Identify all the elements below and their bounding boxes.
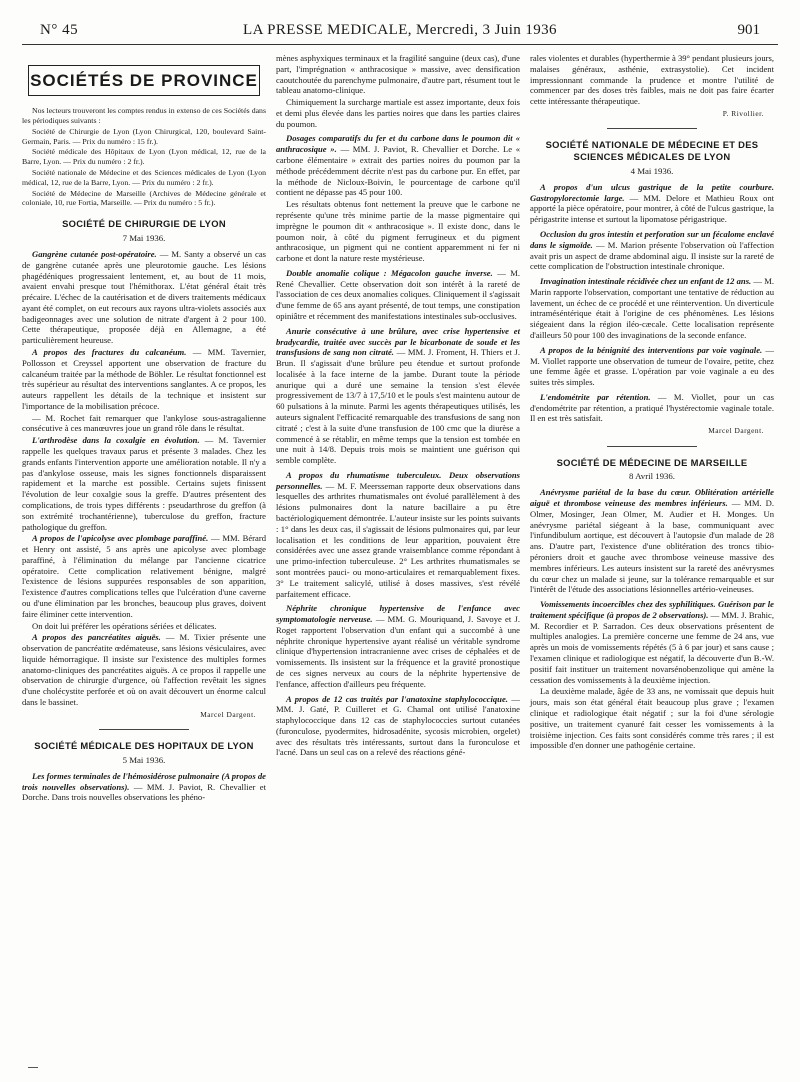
page-number: 901 [737,22,760,38]
intro-paragraph: Nos lecteurs trouveront les comptes rendus in extenso de ces Sociétés dans les périodiques suivants : [22,106,266,126]
article-text: — MM. J. Brahic, M. Recordier et P. Sarradon. Ces deux observations présentent de multiples analogies. La première concerne une femme de 24 ans, vue après un mois de vomissements répétés (5 à 6 par jour) et sans cause ; l'examen clinique et radiologique est négatif, la découverte d'un B.-W. positif fait instituer un traitement novarsénobenzolique qui amène la cessation des vomissements à la deuxième injection. [530,609,774,685]
divider [607,446,697,447]
article-title: A propos de la bénignité des interventions par voie vaginale. [540,344,763,355]
intro-paragraph: Société de Médecine de Marseille (Archives de Médecine générale et coloniale, 10, rue Fortia, Marseille. — Prix du numéro : 5 fr.). [22,188,266,208]
article-text: On doit lui préférer les opérations sériées et délicates. [32,620,217,631]
article-text: — MM. Tavernier, Pollosson et Creyssel apportent une observation de fracture du calcanéum traitée par la méthode de Böhler. Le résultat fonctionnel est très supérieur au résultat des interventions sanglantes. A ce propos, les auteurs rappellent les détails de la technique et insistent sur l'importance de la mobilisation précoce. [22,347,266,411]
article-title: A propos des pancréatites aiguës. [32,632,161,643]
article [530,345,774,388]
article-title: Gangrène cutanée post-opératoire. [32,248,157,259]
article [530,487,774,595]
article-title: A propos de l'apicolyse avec plombage paraffiné. [32,533,209,544]
article [276,470,520,599]
article-text: — M. René Chevallier. Cette observation doit son intérêt à la rareté de l'association de ces deux anomalies coliques. Cliniquement il s'agissait d'une femme de 65 ans ayant présenté, de tout temps, une constipation opiniâtre et récemment des manifestations intestinales sub-occlusives. [276,267,520,321]
author-signature: Marcel Dargent. [708,426,764,436]
article-text: — M. F. Meersseman rapporte deux observations dans lesquelles des arthrites rhumatismales ont évolué parallèlement à des lésions pulmonaires dont la nature bacillaire a pu être bactériologiquement démontrée. L'auteur insiste sur les points suivants : 1° dans les deux cas, il s'agissait de lésions pulmonaires qui, par leur localisation et les conditions de leur apparition, pouvaient être considérées avec une assez grande vraisemblance comme répondant à une primo-infection tuberculeuse. 2° Les arthrites rhumatismales se sont montrées pauci- ou mono-articulaires et remarquablement fixes. 3° Le traitement salicylé, utilisé à doses massives, s'est révélé parfaitement efficace. [276,480,520,599]
article-text: Chimiquement la surcharge martiale est assez importante, deux fois et demi plus élevée dans les parties noires que dans les parties claires du poumon. [276,97,520,129]
article-title: A propos des fractures du calcanéum. [32,347,187,357]
section-banner: SOCIÉTÉS DE PROVINCE [28,65,260,96]
page-header [22,22,778,45]
article-text: — MM. Delore et Mathieu Roux ont apporté la pièce opératoire, pour montrer, à côté de l'ulcus gastrique, la périgastrite intense et surtout la lipomatose périgastrique. [530,192,775,225]
footer-mark [28,1067,38,1068]
section-date: 4 Mai 1936. [630,165,674,176]
article [530,182,774,225]
article [22,632,266,707]
article-title: Dosages comparatifs du fer et du carbone dans le poumon dit « anthracosique ». [276,133,520,155]
column-3 [530,53,774,804]
column-1 [22,53,266,804]
article [276,133,520,198]
article-text: rales violentes et durables (hyperthermie à 39° pendant plusieurs jours, malaises généraux, asthénie, extrasystolie). Cet incident impressionnant commande la prudence et montre l'utilité de commencer par des doses très faibles, mais ne doit pas faire écarter cette intéressante thérapeutique. [530,53,774,107]
article-text: — MM. Bérard et Henry ont assisté, 5 ans après une apicolyse avec plombage paraffiné, à l'élimination du mélange par l'ancienne cicatrice opératoire. Cette complication relativement bénigne, malgré l'existence de lésions suppurées responsables de son apparition, l'existence d'autres complications telles que l'ulcération d'une caverne ou d'une élimination par les bronches, beaucoup plus graves, doivent faire éliminer cette intervention. [22,533,266,619]
article-text: — M. Santy a observé un cas de gangrène cutanée après une pleurotomie gauche. Les lésions phagédéniques progressaient lentement, et, au bout de 11 mois, avaient envahi presque tout l'hémithorax. L'état général était très précaire. L'échec de la cautérisation et de divers traitements médicaux ayant été complet, on eut recours aux rayons ultra-violets associés aux badigeonnages avec une solution de nitrate d'argent à 2 pour 100. Cette thérapeutique, proposée déjà en Allemagne, a été particulièrement heureuse. [22,248,266,346]
section-heading: SOCIÉTÉ MÉDICALE DES HOPITAUX DE LYON [34,740,254,752]
author-signature: Marcel Dargent. [200,709,256,719]
section-heading: SOCIÉTÉ DE CHIRURGIE DE LYON [62,218,226,230]
article-text: mènes asphyxiques terminaux et la fragilité sanguine (deux cas), d'une part, l'imprégnation « anthracosique » massive, avec densification caoutchoutée du parenchyme pulmonaire, d'autre part, résument tout le tableau anatomo-clinique. [276,53,520,96]
section-date: 7 Mai 1936. [122,232,166,243]
article-text: — M. Marion présente l'observation où l'affection avait pris un aspect de drame abdominal aigu. Il insiste sur la rareté de cette complication de l'obstruction intestinale chronique. [530,239,775,272]
article-title: L'endométrite par rétention. [540,391,651,402]
article [22,249,266,346]
divider [99,729,189,730]
article-title: Invagination intestinale récidivée chez un enfant de 12 ans. [540,276,752,287]
article-title: Anévrysme pariétal de la base du cœur. Oblitération artérielle aiguë et thrombose veineuse des membres inférieurs. [530,487,774,509]
article-text: — MM. J. Froment, H. Thiers et J. Brun. Il s'agissait d'une brûlure peu étendue et surtout profonde localisée à la face interne de la jambe. Durant toute la période anurique qui a duré une semaine la tension s'est élevée progressivement de 13/7 à 17,5/10 et le pouls s'est maintenu autour de 60 pulsations à la minute. Parmi les agents thérapeutiques utilisés, les auteurs signalent l'efficacité remarquable des transfusions de sang non citraté ; c'est à la suite d'une transfusion de 100 cmc que la diurèse a commencé à se rétablir, en même temps que la tension est tombée en une nuit à 14/8. Depuis trois mois se maintient une guérison qui semble complète. [276,347,521,466]
columns [22,53,778,804]
article-title: Vomissements incoercibles chez des syphilitiques. Guérison par le traitement spécifique (à propos de 2 observations). [530,599,774,620]
article-text: — MM. D. Olmer, Mosinger, Jean Olmer, M. Audier et H. Monges. Un anévrysme pariétal siégeant à la base, communiquant avec l'infundibulum aortique, est découvert à l'autopsie d'un malade de 28 ans. D'autre part, l'existence d'une oblitération des troncs tibio-péroniers droit et gauche avec thrombose veineuse massive des membres inférieurs. Les auteurs insistent sur la rareté des anévrysmes du cœur chez un malade si jeune, sur la tolérance remarquable et sur l'intérêt de l'étude des associations lésionnelles artério-veineuses. [530,498,774,595]
article-text: Les résultats obtenus font nettement la preuve que le carbone ne représente qu'une très minime partie de la masse pigmentaire qui imprègne le poumon dit « anthracosique ». Il existe donc, dans le poumon noir, à côté du pigment ferrugineux et du pigment anthracosique, un pigment qui ne contient apparemment ni fer ni carbone et dont la nature reste mystérieuse. [276,199,520,264]
article [530,392,774,424]
article [530,276,774,341]
article [530,229,774,272]
article-text: — MM. J. Paviot, R. Chevallier et Dorche. Le « carbone élémentaire » extrait des parties noires du poumon par la méthode précédemment décrite n'est pas du carbone pur. En effet, par la méthode de Nicloux-Boivin, le pourcentage de carbone qu'il contient ne dépasse pas 45 pour 100. [276,144,520,198]
article-title: Les formes terminales de l'hémosidérose pulmonaire (A propos de trois nouvelles observations). [22,770,266,792]
article [276,268,520,322]
article-title: Double anomalie colique : Mégacolon gauche inverse. [286,267,493,278]
section-heading: SOCIÉTÉ NATIONALE DE MÉDECINE ET DES SCIENCES MÉDICALES DE LYON [545,139,759,162]
section-date: 5 Mai 1936. [122,754,166,765]
article-title: Anurie consécutive à une brûlure, avec crise hypertensive et bradycardie, traitée avec succès par le bicarbonate de soude et les transfusions de sang non citraté. [276,325,520,358]
article [22,533,266,619]
article-text: — M. Tixier présente une observation de pancréatite œdémateuse, sans lésions vésiculaires, avec liquide hémorragique. Il insiste sur l'existence des multiples formes anatomo-cliniques des pancréatites aiguës. A ce propos il rappelle une observation de chirurgie d'urgence, où l'affection revêtait les signes d'une cholécystite perforée et où on avait découvert un énorme calcul dans le bassinet. [22,632,266,707]
article-title: Néphrite chronique hypertensive de l'enfance avec symptomatologie nerveuse. [276,603,520,625]
divider [607,128,697,129]
section-heading: SOCIÉTÉ DE MÉDECINE DE MARSEILLE [556,456,748,468]
article-text: — M. Marin rapporte l'observation, comportant une tentative de réduction au lavement, un échec de ce procédé et une réintervention. Un diverticule intraméséntérique était à l'origine de ces phénomènes. Les lésions siégeaient dans la région iléo-cæcale. Cette localisation représente d'ailleurs 50 pour 100 des invaginations de la seconde enfance. [530,276,775,340]
article-title: A propos d'un ulcus gastrique de la petite courbure. Gastropylorectomie large. [530,181,774,203]
article [276,603,520,689]
article-text: — M. Rochet fait remarquer que l'ankylose sous-astragalienne consécutive à ces manœuvres joue un grand rôle dans le résultat. [22,412,266,434]
intro-paragraph: Société médicale des Hôpitaux de Lyon (Lyon médical, 12, rue de la Barre, Lyon. — Prix du numéro : 2 fr.). [22,147,266,167]
article-title: Occlusion du gros intestin et perforation sur un fécalome enclavé dans le sigmoïde. [530,228,774,250]
author-signature: P. Rivollier. [722,108,764,118]
article-title: A propos de 12 cas traités par l'anatoxine staphylococcique. [286,693,508,704]
article [22,347,266,412]
intro-notes [22,106,266,208]
article [22,771,266,803]
article-title: A propos du rhumatisme tuberculeux. Deux observations personnelles. [276,469,520,491]
article [276,326,520,466]
intro-paragraph: Société de Chirurgie de Lyon (Lyon Chirurgical, 120, boulevard Saint-Germain, Paris. — Prix du numéro : 15 fr.). [22,126,266,146]
article [530,599,774,685]
article [276,694,520,759]
article-text: — MM. G. Mouriquand, J. Savoye et J. Roget rapportent l'observation d'un enfant qui a succombé à une néphrite chronique hypertensive ayant réalisé un véritable syndrome clinique d'hypertension intracranienne avec crises de céphalées et de vomissements. Ils insistent sur la fréquence et la gravité pronostique de ces signes nerveux au cours de la néphrite hypertensive de l'enfance, affection d'ailleurs peu fréquente. [276,614,520,689]
article-text: — M. Viollet rapporte une observation de tumeur de l'ovaire, petite, chez une femme âgée et grasse. L'opération par voie vaginale a eu des suites très simples. [530,344,774,388]
article-text: La deuxième malade, âgée de 33 ans, ne vomissait que depuis huit jours, mais son état général était beaucoup plus grave ; l'examen clinique et radiologique était négatif ; sur la foi d'une sérologie positive, un traitement cyanuré fait cesser les vomissements à la troisième injection. Ces faits sont considérés comme très rares ; il est impossible d'en donner une pathogénie certaine. [530,686,774,751]
article [22,435,266,532]
issue-number: N° 45 [40,22,79,38]
column-2 [276,53,520,804]
article-text: — MM. J. Gaté, P. Cuilleret et G. Chamal ont utilisé l'anatoxine staphylococcique dans 12 cas de staphylococcies surtout cutanées (furonculose, pyodermites, hidrosadénite, sycosis microbien, orgelet) avec des résultats très intéressants, surtout dans la furonculose et l'acné. Dans un seul cas on a relevé des réactions géné- [276,693,520,758]
article-title: L'arthrodèse dans la coxalgie en évolution. [32,435,200,446]
section-date: 8 Avril 1936. [628,471,676,482]
article-text: — M. Tavernier rappelle les quelques travaux parus et présente 3 malades. Chez les grands enfants l'intervention apporte une amélioration notable. Il n'y a pas d'ankylose osseuse, mais les signes fonctionnels disparaissent rapidement et la marche est possible. Certains sujets finissent l'évolution de leur coxalgie sous la greffe. D'autres présentent des complications, de trois types différents : pseudarthrose du greffon (à son extrémité trochantérienne), tuberculose du greffon, fracture pathologique du greffon. [22,435,266,532]
journal-title: LA PRESSE MEDICALE, Mercredi, 3 Juin 1936 [243,22,557,38]
intro-paragraph: Société nationale de Médecine et des Sciences médicales de Lyon (Lyon médical, 12, rue de la Barre, Lyon. — Prix du numéro : 2 fr.). [22,168,266,187]
article-text: — MM. J. Paviot, R. Chevallier et Dorche. Dans trois nouvelles observations les phéno- [22,781,267,803]
article-text: — M. Viollet, pour un cas d'endométrite par rétention, a pratiqué l'hystérectomie vaginale totale. Il en est très satisfait. [530,391,774,424]
